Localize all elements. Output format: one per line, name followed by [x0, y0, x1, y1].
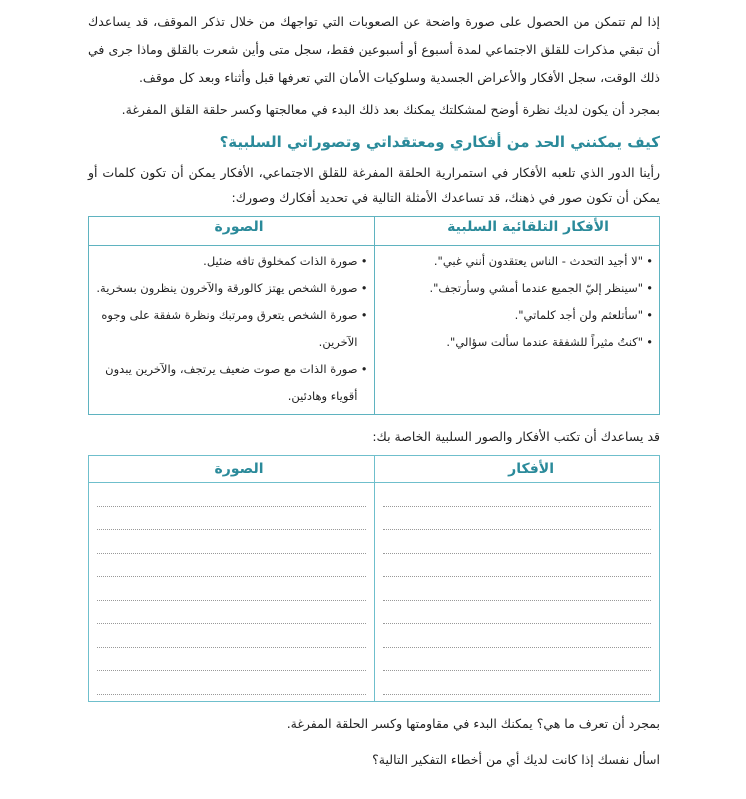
worksheet-table [88, 455, 660, 702]
writing-line [383, 624, 652, 648]
writing-line [383, 671, 652, 695]
images-list [95, 248, 368, 410]
list-item: • صورة الذات كمخلوق تافه ضئيل. [95, 248, 368, 275]
examples-thoughts-cell [374, 246, 660, 415]
writing-line [97, 507, 366, 531]
intro-paragraph: إذا لم تتمكن من الحصول على صورة واضحة عن الصعوبات التي تواجهك من خلال تذكر الموقف، قد يساعدك أن تبقي مذكرات للقلق الاجتماعي لمدة أسبوع أو أسبوعين فقط، سجل متى وأين شعرت بالقلق وماذا جرى في ذلك الوقت، سجل الأفكار والأعراض الجسدية وسلوكيات الأمان التي تعرفها قبل وأثناء وبعد كل موقف. [88, 14, 660, 85]
writing-line [383, 530, 652, 554]
thoughts-role-paragraph: رأينا الدور الذي تلعبه الأفكار في استمرارية الحلقة المفرغة للقلق الاجتماعي، الأفكار يمكن أن تكون كلمات أو يمكن أن تكون صور في ذهنك، قد تساعدك الأمثلة التالية في تحديد أفكارك وصورك: [88, 165, 660, 205]
examples-images-cell [89, 246, 375, 415]
writing-line [383, 648, 652, 672]
write-own-paragraph: قد يساعدك أن تكتب الأفكار والصور السلبية الخاصة بك: [372, 429, 660, 444]
writing-line [97, 648, 366, 672]
list-item: • "كنتُ مثيراً للشفقة عندما سألت سؤالي". [381, 329, 654, 356]
writing-line [97, 624, 366, 648]
writing-line [383, 554, 652, 578]
worksheet-header-image: الصورة [89, 456, 375, 483]
list-item: • "لا أجيد التحدث - الناس يعتقدون أنني غبي". [381, 248, 654, 275]
list-item: • صورة الشخص يهتز كالورقة والآخرون ينظرون بسخرية. [95, 275, 368, 302]
ask-yourself-paragraph: اسأل نفسك إذا كانت لديك أي من أخطاء التفكير التالية؟ [372, 752, 660, 767]
once-known-paragraph: بمجرد أن تعرف ما هي؟ يمكنك البدء في مقاومتها وكسر الحلقة المفرغة. [286, 716, 660, 731]
writing-line [383, 507, 652, 531]
writing-line [97, 530, 366, 554]
writing-line [383, 577, 652, 601]
worksheet-header-thoughts: الأفكار [374, 456, 660, 483]
writing-line [97, 601, 366, 625]
section-heading: كيف يمكنني الحد من أفكاري ومعتقداتي وتصوراتي السلبية؟ [219, 133, 660, 151]
thoughts-writing-area[interactable] [374, 483, 660, 702]
list-item: • "سينظر إليّ الجميع عندما أمشي وسأرتجف". [381, 275, 654, 302]
image-writing-area[interactable] [89, 483, 375, 702]
examples-header-image: الصورة [89, 217, 375, 246]
writing-line [97, 577, 366, 601]
list-item: • صورة الشخص يتعرق ومرتبك ونظرة شفقة على وجوه الآخرين. [95, 302, 368, 356]
thoughts-list [381, 248, 654, 356]
writing-line [97, 554, 366, 578]
list-item: • "سأتلعثم ولن أجد كلماتي". [381, 302, 654, 329]
examples-header-thoughts: الأفكار التلقائية السلبية [374, 217, 660, 246]
writing-line [97, 483, 366, 507]
writing-line [383, 601, 652, 625]
list-item: • صورة الذات مع صوت ضعيف يرتجف، والآخرين يبدون أقوياء وهادئين. [95, 356, 368, 410]
clearer-view-paragraph: بمجرد أن يكون لديك نظرة أوضح لمشكلتك يمكنك بعد ذلك البدء في معالجتها وكسر حلقة القلق المفرغة. [121, 102, 660, 117]
examples-table [88, 216, 660, 415]
writing-line [383, 483, 652, 507]
writing-line [97, 671, 366, 695]
